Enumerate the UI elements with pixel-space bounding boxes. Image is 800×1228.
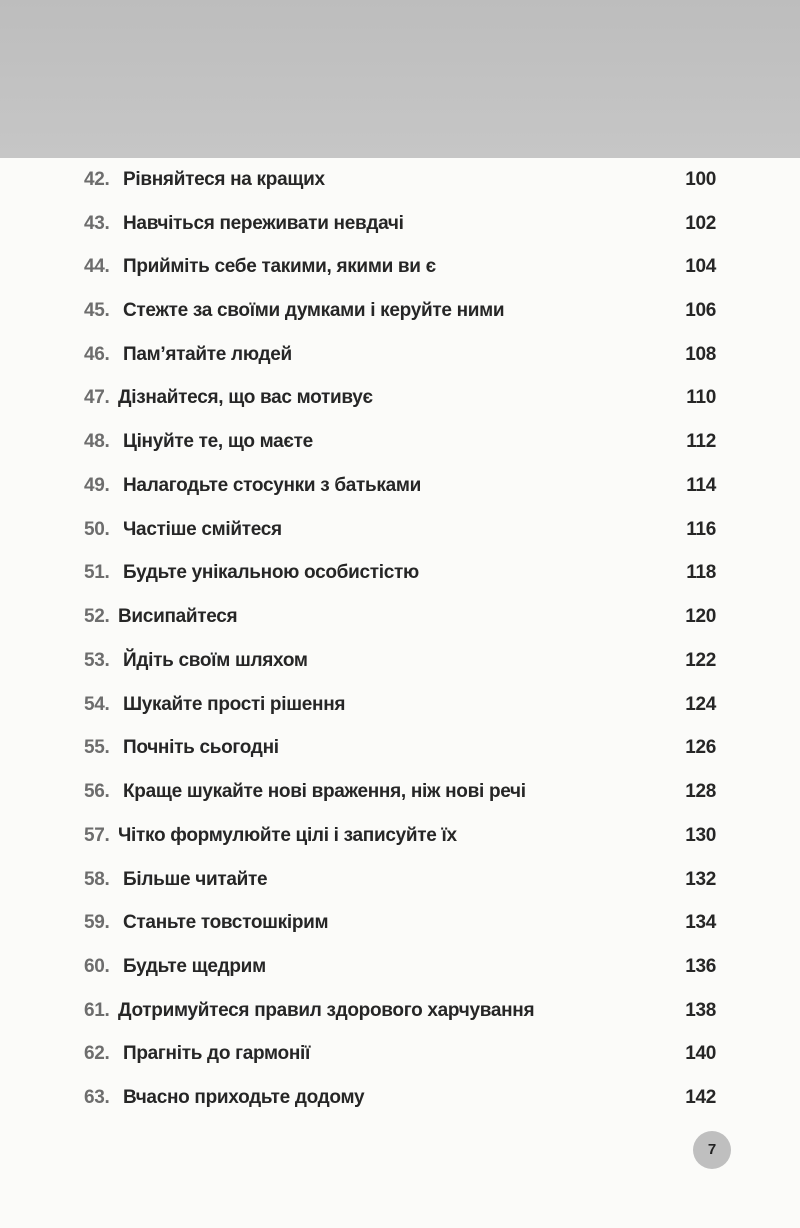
- entry-number: 53.: [84, 650, 110, 671]
- toc-entry: [0, 471, 800, 501]
- entry-page: 112: [686, 431, 716, 452]
- entry-title: Дотримуйтеся правил здорового харчування: [118, 1000, 535, 1021]
- entry-title: Будьте щедрим: [123, 956, 266, 977]
- entry-title: Станьте товстошкірим: [123, 912, 329, 933]
- entry-page: 120: [685, 606, 716, 627]
- entry-number: 58.: [84, 869, 110, 890]
- toc-entry: [0, 777, 800, 807]
- entry-title: Висипайтеся: [118, 606, 238, 627]
- entry-title: Стежте за своїми думками і керуйте ними: [123, 300, 505, 321]
- toc-entry: [0, 383, 800, 413]
- entry-number: 43.: [84, 213, 110, 234]
- entry-title: Прагніть до гармонії: [123, 1043, 311, 1064]
- entry-page: 136: [685, 956, 716, 977]
- entry-number: 42.: [84, 169, 110, 190]
- toc-entry: [0, 209, 800, 239]
- entry-title: Налагодьте стосунки з батьками: [123, 475, 422, 496]
- entry-number: 57.: [84, 825, 110, 846]
- entry-page: 124: [685, 694, 716, 715]
- entry-number: 56.: [84, 781, 110, 802]
- toc-entry: [0, 865, 800, 895]
- entry-number: 54.: [84, 694, 110, 715]
- entry-title: Прийміть себе такими, якими ви є: [123, 256, 436, 277]
- entry-number: 46.: [84, 344, 110, 365]
- entry-page: 134: [685, 912, 716, 933]
- entry-page: 118: [686, 562, 716, 583]
- toc-entry: [0, 646, 800, 676]
- entry-page: 114: [686, 475, 716, 496]
- entry-title: Більше читайте: [123, 869, 268, 890]
- entry-page: 104: [685, 256, 716, 277]
- entry-title: Будьте унікальною особистістю: [123, 562, 419, 583]
- entry-page: 126: [685, 737, 716, 758]
- entry-page: 100: [685, 169, 716, 190]
- toc-entry: [0, 558, 800, 588]
- entry-title: Цінуйте те, що маєте: [123, 431, 313, 452]
- entry-number: 44.: [84, 256, 110, 277]
- toc-entry: [0, 165, 800, 195]
- entry-number: 55.: [84, 737, 110, 758]
- entry-page: 140: [685, 1043, 716, 1064]
- toc-entry: [0, 1039, 800, 1069]
- entry-page: 142: [685, 1087, 716, 1108]
- toc-entry: [0, 690, 800, 720]
- entry-number: 48.: [84, 431, 110, 452]
- toc-entry: [0, 733, 800, 763]
- page-number-badge: 7: [693, 1131, 731, 1169]
- toc-entry: [0, 908, 800, 938]
- entry-number: 59.: [84, 912, 110, 933]
- toc-entry: [0, 340, 800, 370]
- toc-entry: [0, 996, 800, 1026]
- entry-number: 60.: [84, 956, 110, 977]
- entry-number: 52.: [84, 606, 110, 627]
- entry-page: 130: [685, 825, 716, 846]
- entry-number: 49.: [84, 475, 110, 496]
- entry-title: Йдіть своїм шляхом: [123, 650, 308, 671]
- entry-page: 102: [685, 213, 716, 234]
- entry-page: 110: [686, 387, 716, 408]
- entry-page: 132: [685, 869, 716, 890]
- toc-entry: [0, 602, 800, 632]
- entry-number: 62.: [84, 1043, 110, 1064]
- entry-page: 128: [685, 781, 716, 802]
- toc-entry: [0, 952, 800, 982]
- entry-title: Дізнайтеся, що вас мотивує: [118, 387, 373, 408]
- entry-title: Чітко формулюйте цілі і записуйте їх: [118, 825, 457, 846]
- toc-entry: [0, 252, 800, 282]
- entry-number: 51.: [84, 562, 110, 583]
- toc-entry: [0, 427, 800, 457]
- entry-page: 122: [685, 650, 716, 671]
- entry-number: 45.: [84, 300, 110, 321]
- entry-page: 106: [685, 300, 716, 321]
- entry-title: Краще шукайте нові враження, ніж нові речі: [123, 781, 526, 802]
- entry-number: 50.: [84, 519, 110, 540]
- entry-number: 47.: [84, 387, 110, 408]
- entry-title: Вчасно приходьте додому: [123, 1087, 365, 1108]
- entry-title: Шукайте прості рішення: [123, 694, 346, 715]
- toc-entry: [0, 821, 800, 851]
- entry-title: Пам’ятайте людей: [123, 344, 292, 365]
- toc-entry: [0, 1083, 800, 1113]
- entry-number: 63.: [84, 1087, 110, 1108]
- entry-title: Рівняйтеся на кращих: [123, 169, 325, 190]
- entry-title: Частіше смійтеся: [123, 519, 282, 540]
- entry-page: 116: [686, 519, 716, 540]
- entry-page: 108: [685, 344, 716, 365]
- header-band: [0, 0, 800, 158]
- entry-title: Навчіться переживати невдачі: [123, 213, 404, 234]
- toc-entry: [0, 515, 800, 545]
- toc-entry: [0, 296, 800, 326]
- entry-number: 61.: [84, 1000, 110, 1021]
- entry-title: Почніть сьогодні: [123, 737, 279, 758]
- entry-page: 138: [685, 1000, 716, 1021]
